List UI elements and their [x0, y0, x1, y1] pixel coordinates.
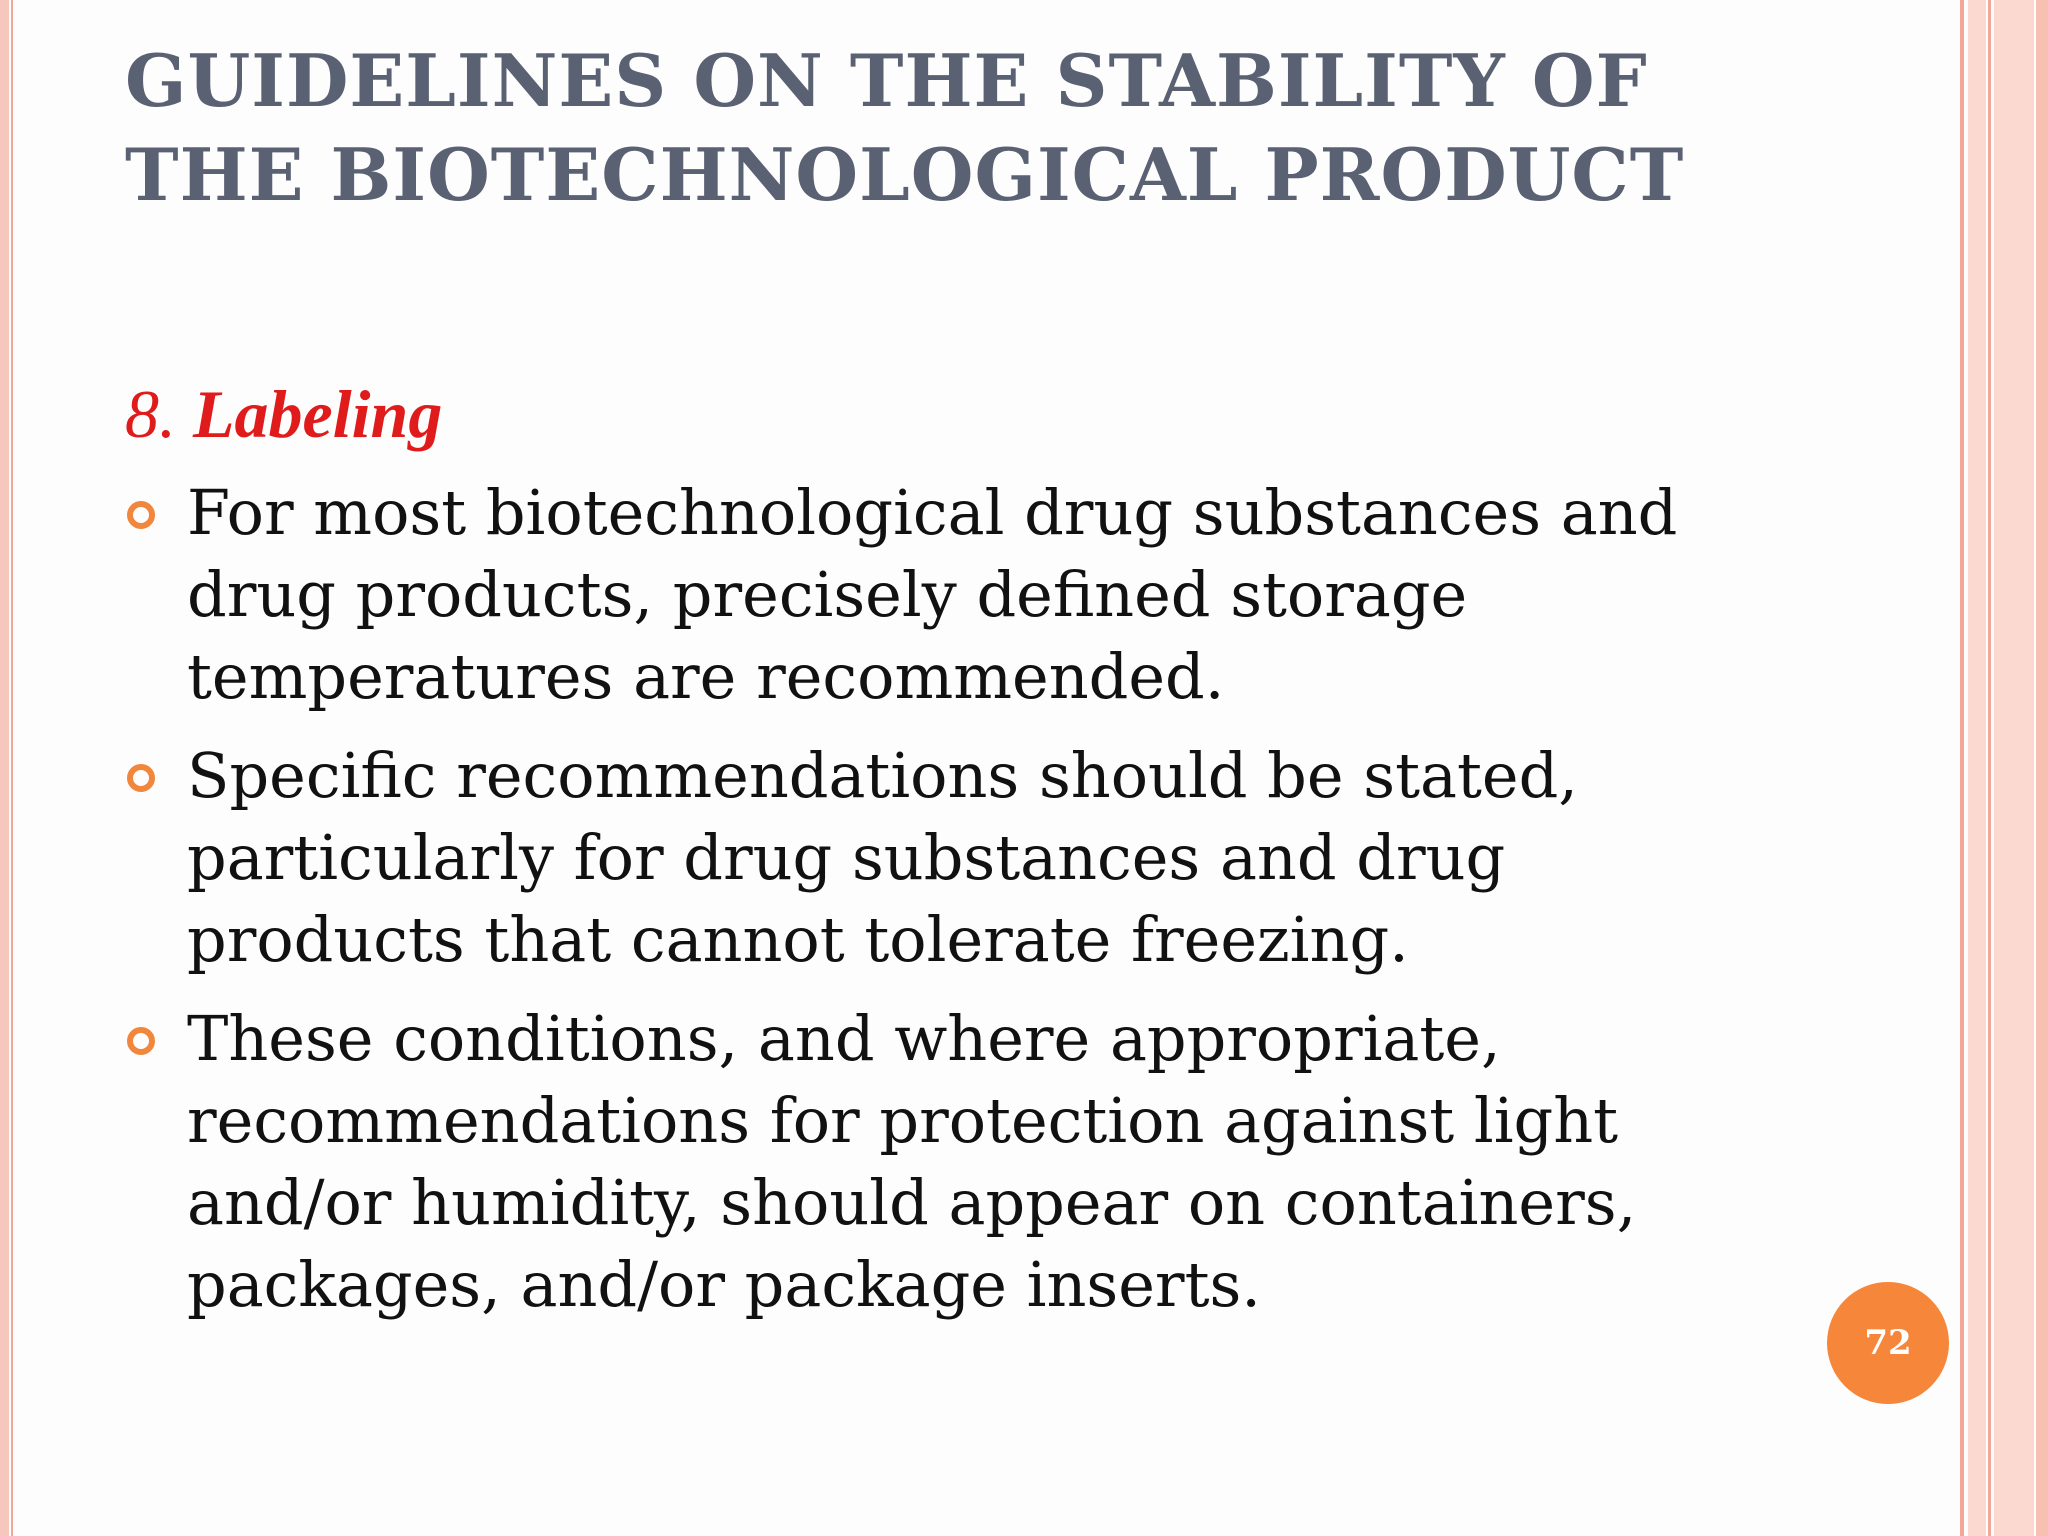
page-number-badge — [1827, 1282, 1949, 1404]
hollow-circle-bullet-icon — [127, 1027, 155, 1055]
slide-title — [125, 34, 1725, 222]
section-name: Labeling — [193, 376, 443, 452]
bullet-line: Specific recommendations should be stated, — [187, 739, 1578, 812]
page-number: 72 — [1864, 1323, 1912, 1363]
right-border-line — [1960, 0, 1964, 1536]
bullet-list — [125, 472, 1685, 1343]
bullet-line: and/or humidity, should appear on containers, — [187, 1166, 1637, 1239]
bullet-item — [125, 735, 1685, 981]
section-number: 8. — [125, 376, 176, 452]
bullet-line: packages, and/or package inserts. — [187, 1248, 1262, 1321]
bullet-line: drug products, precisely defined storage — [187, 558, 1468, 631]
bullet-line: temperatures are recommended. — [187, 640, 1225, 713]
hollow-circle-bullet-icon — [127, 501, 155, 529]
right-border-band — [1968, 0, 1986, 1536]
bullet-line: particularly for drug substances and drug — [187, 821, 1506, 894]
section-heading — [125, 372, 442, 456]
slide-title-line-2: THE BIOTECHNOLOGICAL PRODUCT — [125, 132, 1685, 217]
slide-title-line-1: GUIDELINES ON THE STABILITY OF — [125, 38, 1648, 123]
bullet-item — [125, 998, 1685, 1326]
left-border-stripe — [0, 0, 9, 1536]
bullet-line: recommendations for protection against light — [187, 1084, 1619, 1157]
hollow-circle-bullet-icon — [127, 764, 155, 792]
bullet-line: These conditions, and where appropriate, — [187, 1002, 1501, 1075]
left-border-line — [11, 0, 13, 1536]
bullet-line: For most biotechnological drug substances and — [187, 476, 1678, 549]
right-border-band — [1994, 0, 2034, 1536]
bullet-line: products that cannot tolerate freezing. — [187, 903, 1409, 976]
bullet-item — [125, 472, 1685, 718]
right-border-line — [1988, 0, 1991, 1536]
right-border-edge — [2036, 0, 2048, 1536]
